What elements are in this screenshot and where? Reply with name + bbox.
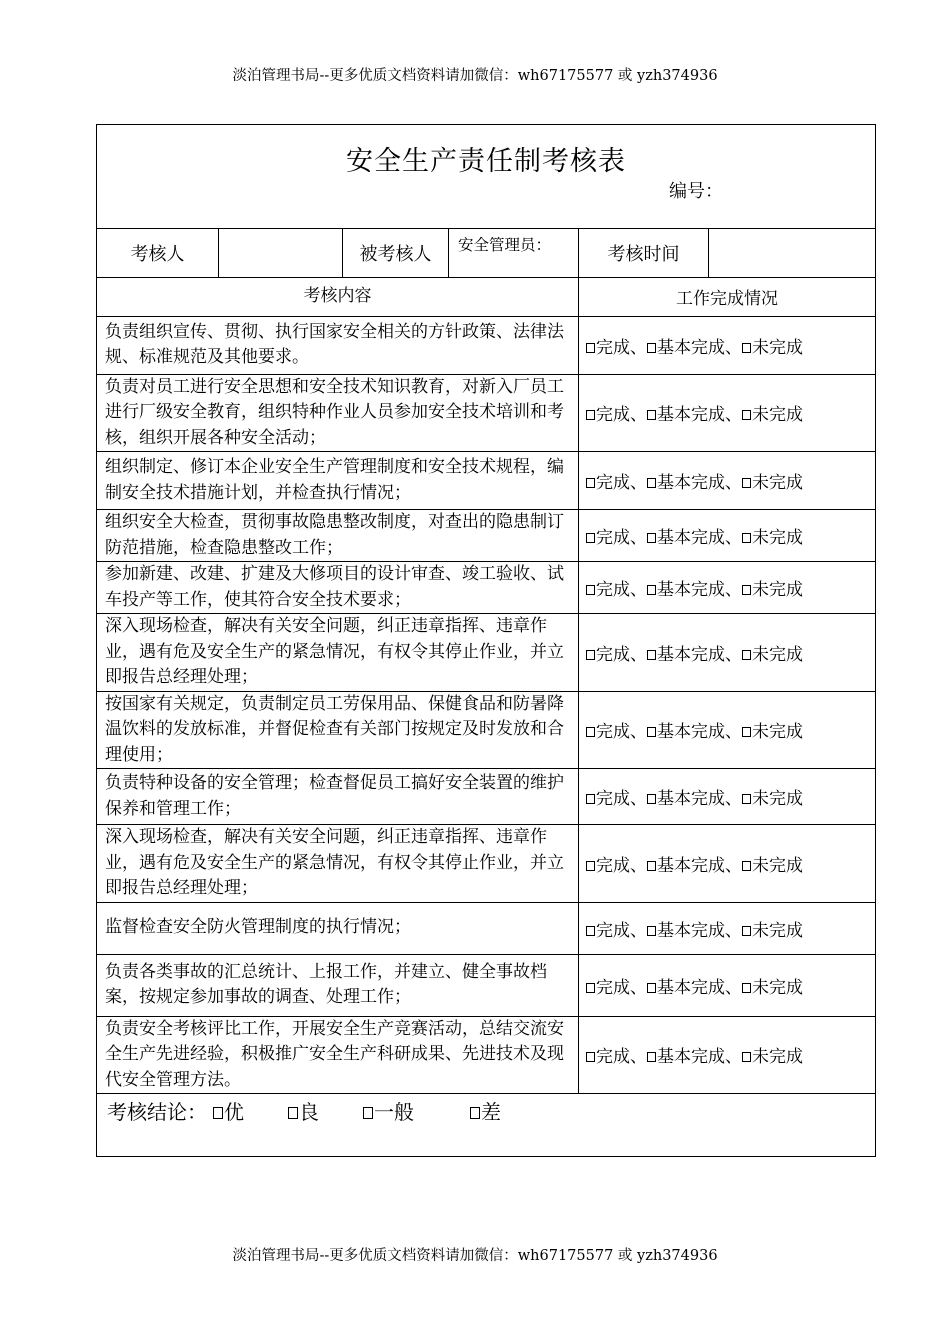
table-header-row [97, 278, 875, 316]
status-checkbox[interactable] [586, 983, 595, 993]
status-checkbox[interactable] [742, 1052, 751, 1062]
col-status-header: 工作完成情况 [579, 278, 876, 316]
status-checkbox[interactable] [647, 861, 656, 871]
row-content: 组织安全大检查，贯彻事故隐患整改制度，对查出的隐患制订防范措施，检查隐患整改工作； [97, 510, 579, 562]
row-status [579, 374, 876, 452]
status-option-label: 基本完成 [657, 644, 725, 665]
status-checkbox[interactable] [586, 585, 595, 595]
status-checkbox[interactable] [742, 794, 751, 804]
status-separator: 、 [630, 789, 647, 809]
status-option-label: 完成 [596, 1047, 630, 1068]
table-row [97, 1016, 875, 1094]
table-row [97, 954, 875, 1016]
status-separator: 、 [630, 580, 647, 600]
assessee-label: 被考核人 [343, 229, 449, 277]
form-title: 安全生产责任制考核表 [346, 146, 626, 177]
status-option-label: 完成 [596, 405, 630, 426]
conclusion-option[interactable] [213, 1096, 244, 1125]
conclusion-area [97, 1094, 875, 1156]
time-label: 考核时间 [579, 229, 709, 277]
status-option-label: 未完成 [752, 1047, 803, 1068]
status-option-label: 完成 [596, 337, 630, 358]
status-option-label: 未完成 [752, 722, 803, 743]
status-option-label: 未完成 [752, 789, 803, 809]
row-content: 深入现场检查，解决有关安全问题，纠正违章指挥、违章作业，遇有危及安全生产的紧急情况，有权令其停止作业，并立即报告总经理处理； [97, 614, 579, 692]
status-option-label: 未完成 [752, 405, 803, 426]
status-separator: 、 [725, 337, 742, 358]
status-checkbox[interactable] [647, 1052, 656, 1062]
status-separator: 、 [630, 722, 647, 743]
row-content: 负责特种设备的安全管理；检查督促员工搞好安全装置的维护保养和管理工作； [97, 769, 579, 825]
row-content: 组织制定、修订本企业安全生产管理制度和安全技术规程，编制安全技术措施计划，并检查执行情况； [97, 452, 579, 510]
conclusion-checkbox[interactable] [213, 1107, 223, 1119]
assessment-table [97, 278, 875, 1094]
row-status [579, 1016, 876, 1094]
status-separator: 、 [725, 920, 742, 941]
row-status [579, 614, 876, 692]
title-area [97, 125, 875, 229]
status-option-label: 完成 [596, 977, 630, 998]
row-status [579, 902, 876, 954]
status-checkbox[interactable] [647, 650, 656, 660]
conclusion-option-label: 良 [299, 1100, 319, 1124]
conclusion-option[interactable] [288, 1096, 319, 1125]
status-option-label: 完成 [596, 644, 630, 665]
status-separator: 、 [725, 580, 742, 600]
status-separator: 、 [630, 855, 647, 876]
status-checkbox[interactable] [586, 343, 595, 353]
status-separator: 、 [630, 644, 647, 665]
status-option-label: 完成 [596, 473, 630, 493]
status-checkbox[interactable] [647, 410, 656, 420]
status-option-label: 基本完成 [657, 405, 725, 426]
status-separator: 、 [725, 977, 742, 998]
status-option-label: 基本完成 [657, 337, 725, 358]
assessee-position: 安全管理员： [449, 229, 579, 277]
status-checkbox[interactable] [647, 926, 656, 936]
row-content: 监督检查安全防火管理制度的执行情况； [97, 902, 579, 954]
status-separator: 、 [725, 855, 742, 876]
conclusion-option-label: 优 [224, 1100, 244, 1124]
status-option-label: 完成 [596, 722, 630, 743]
table-row [97, 510, 875, 562]
table-row [97, 316, 875, 374]
row-status [579, 562, 876, 614]
status-checkbox[interactable] [742, 533, 751, 543]
status-checkbox[interactable] [647, 794, 656, 804]
status-separator: 、 [630, 337, 647, 358]
status-separator: 、 [630, 528, 647, 548]
conclusion-option[interactable] [470, 1096, 501, 1125]
status-checkbox[interactable] [742, 585, 751, 595]
table-row [97, 691, 875, 769]
status-option-label: 完成 [596, 920, 630, 941]
status-checkbox[interactable] [647, 343, 656, 353]
header-note: 淡泊管理书局--更多优质文档资料请加微信：wh67175577 或 yzh374936 [232, 68, 718, 84]
status-checkbox[interactable] [586, 794, 595, 804]
status-separator: 、 [630, 405, 647, 426]
status-option-label: 未完成 [752, 473, 803, 493]
row-content: 负责安全考核评比工作，开展安全生产竞赛活动，总结交流安全生产先进经验，积极推广安全生产科研成果、先进技术及现代安全管理方法。 [97, 1016, 579, 1094]
status-option-label: 基本完成 [657, 722, 725, 743]
status-option-label: 基本完成 [657, 1047, 725, 1068]
status-separator: 、 [630, 977, 647, 998]
status-option-label: 基本完成 [657, 580, 725, 600]
status-checkbox[interactable] [586, 926, 595, 936]
conclusion-label: 考核结论： [107, 1100, 207, 1124]
conclusion-checkbox[interactable] [288, 1107, 298, 1119]
status-separator: 、 [725, 473, 742, 493]
row-content: 参加新建、改建、扩建及大修项目的设计审查、竣工验收、试车投产等工作，使其符合安全技术要求； [97, 562, 579, 614]
status-checkbox[interactable] [742, 926, 751, 936]
col-content-header: 考核内容 [97, 278, 579, 316]
status-option-label: 完成 [596, 528, 630, 548]
row-content: 负责各类事故的汇总统计、上报工作，并建立、健全事故档案，按规定参加事故的调查、处理工作； [97, 954, 579, 1016]
status-checkbox[interactable] [647, 533, 656, 543]
row-status [579, 510, 876, 562]
status-separator: 、 [630, 1047, 647, 1068]
status-option-label: 完成 [596, 580, 630, 600]
status-separator: 、 [725, 1047, 742, 1068]
status-separator: 、 [725, 405, 742, 426]
status-separator: 、 [630, 473, 647, 493]
table-row [97, 562, 875, 614]
assessor-label: 考核人 [97, 229, 219, 277]
row-status [579, 452, 876, 510]
assessor-field[interactable] [219, 229, 343, 277]
status-checkbox[interactable] [742, 983, 751, 993]
row-content: 深入现场检查，解决有关安全问题，纠正违章指挥、违章作业，遇有危及安全生产的紧急情况，有权令其停止作业，并立即报告总经理处理； [97, 825, 579, 903]
table-row [97, 452, 875, 510]
status-checkbox[interactable] [586, 1052, 595, 1062]
status-option-label: 基本完成 [657, 528, 725, 548]
form-code-label: 编号： [669, 181, 723, 202]
status-option-label: 未完成 [752, 337, 803, 358]
status-checkbox[interactable] [742, 861, 751, 871]
status-checkbox[interactable] [586, 533, 595, 543]
status-checkbox[interactable] [647, 478, 656, 488]
conclusion-option-label: 一般 [374, 1100, 414, 1124]
status-option-label: 未完成 [752, 528, 803, 548]
status-checkbox[interactable] [647, 585, 656, 595]
status-option-label: 未完成 [752, 644, 803, 665]
row-status [579, 316, 876, 374]
status-option-label: 基本完成 [657, 473, 725, 493]
time-field[interactable] [709, 229, 875, 277]
row-content: 负责组织宣传、贯彻、执行国家安全相关的方针政策、法律法规、标准规范及其他要求。 [97, 316, 579, 374]
table-row [97, 825, 875, 903]
footer-note: 淡泊管理书局--更多优质文档资料请加微信：wh67175577 或 yzh374936 [232, 1248, 718, 1264]
status-option-label: 基本完成 [657, 789, 725, 809]
info-row [97, 229, 875, 278]
status-separator: 、 [725, 644, 742, 665]
row-status [579, 691, 876, 769]
status-separator: 、 [630, 920, 647, 941]
status-option-label: 未完成 [752, 855, 803, 876]
status-checkbox[interactable] [742, 727, 751, 737]
row-content: 负责对员工进行安全思想和安全技术知识教育，对新入厂员工进行厂级安全教育，组织特种作业人员参加安全技术培训和考核，组织开展各种安全活动； [97, 374, 579, 452]
status-checkbox[interactable] [647, 983, 656, 993]
status-option-label: 未完成 [752, 977, 803, 998]
status-checkbox[interactable] [647, 727, 656, 737]
status-checkbox[interactable] [586, 650, 595, 660]
table-row [97, 374, 875, 452]
status-option-label: 未完成 [752, 920, 803, 941]
status-option-label: 基本完成 [657, 855, 725, 876]
status-checkbox[interactable] [586, 861, 595, 871]
status-checkbox[interactable] [586, 727, 595, 737]
status-separator: 、 [725, 789, 742, 809]
status-option-label: 未完成 [752, 580, 803, 600]
assessment-form [96, 124, 876, 1157]
row-content: 按国家有关规定，负责制定员工劳保用品、保健食品和防暑降温饮料的发放标准，并督促检查有关部门按规定及时发放和合理使用； [97, 691, 579, 769]
conclusion-option[interactable] [363, 1096, 414, 1125]
conclusion-option-label: 差 [481, 1100, 501, 1124]
status-checkbox[interactable] [586, 410, 595, 420]
status-separator: 、 [725, 722, 742, 743]
conclusion-checkbox[interactable] [363, 1107, 373, 1119]
row-status [579, 954, 876, 1016]
status-option-label: 完成 [596, 855, 630, 876]
status-checkbox[interactable] [586, 478, 595, 488]
status-option-label: 完成 [596, 789, 630, 809]
table-row [97, 614, 875, 692]
status-checkbox[interactable] [742, 343, 751, 353]
table-row [97, 769, 875, 825]
status-option-label: 基本完成 [657, 920, 725, 941]
row-status [579, 769, 876, 825]
status-checkbox[interactable] [742, 650, 751, 660]
conclusion-checkbox[interactable] [470, 1107, 480, 1119]
status-option-label: 基本完成 [657, 977, 725, 998]
status-checkbox[interactable] [742, 478, 751, 488]
table-row [97, 902, 875, 954]
row-status [579, 825, 876, 903]
status-checkbox[interactable] [742, 410, 751, 420]
status-separator: 、 [725, 528, 742, 548]
